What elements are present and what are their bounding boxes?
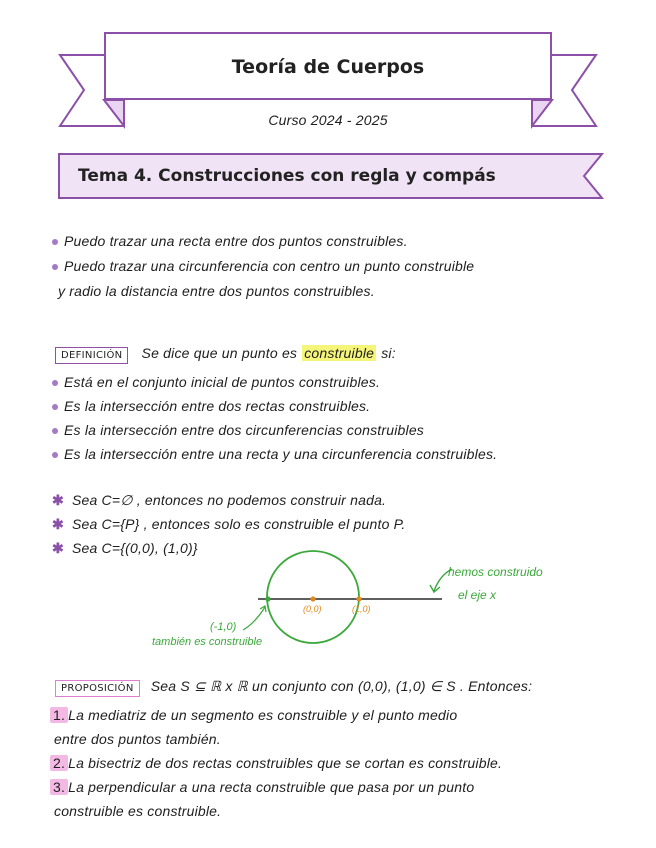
bullet-dot: [52, 239, 58, 245]
proposition-item-continued: construible es construible.: [54, 803, 222, 819]
point-one-marker: [356, 596, 361, 601]
topic-banner-arrow: [576, 153, 604, 199]
arrow-minus-note: [243, 607, 265, 630]
bullet-dot: [52, 264, 58, 270]
proposition-item: 2. La bisectriz de dos rectas construibles que se cortan es construible.: [50, 755, 502, 771]
star-icon: ✱: [52, 516, 64, 532]
axis-note-line-1: hemos construido: [448, 565, 543, 579]
item-number: 1.: [50, 707, 68, 723]
definition-text-after: si:: [381, 345, 396, 361]
star-icon: ✱: [52, 492, 64, 508]
definition-label: DEFINICIÓN: [55, 347, 128, 364]
item-number: 2.: [50, 755, 68, 771]
definition-item: Es la intersección entre dos rectas construibles.: [52, 398, 370, 414]
definition-highlight: construible: [304, 345, 375, 361]
intro-line-1: Puedo trazar una recta entre dos puntos construibles.: [52, 233, 408, 249]
definition-item: Es la intersección entre una recta y una circunferencia construibles.: [52, 446, 497, 462]
topic-banner: [58, 153, 578, 199]
title-banner: [104, 32, 552, 100]
also-constructible-note: también es construible: [152, 636, 263, 648]
bullet-dot: [52, 404, 58, 410]
example-item: ✱ Sea C=∅ , entonces no podemos construir nada.: [52, 492, 387, 508]
point-minus-marker: [265, 596, 270, 601]
course-year: Curso 2024 - 2025: [268, 112, 388, 128]
intro-line-2: Puedo trazar una circunferencia con centro un punto construible: [52, 258, 474, 274]
example-item: ✱ Sea C={(0,0), (1,0)}: [52, 540, 198, 556]
proposition-item: 1. La mediatriz de un segmento es construible y el punto medio: [50, 707, 457, 723]
point-minus-label: (-1,0): [210, 621, 237, 633]
example-item: ✱ Sea C={P} , entonces solo es construible el punto P.: [52, 516, 406, 532]
construction-diagram: [0, 545, 656, 655]
proposition-item: 3. La perpendicular a una recta construible que pasa por un punto: [50, 779, 474, 795]
point-origin-label: (0,0): [303, 604, 322, 614]
definition-header: [55, 343, 396, 364]
bullet-dot: [52, 380, 58, 386]
intro-line-3: y radio la distancia entre dos puntos construibles.: [58, 283, 375, 299]
definition-item: Es la intersección entre dos circunferencias construibles: [52, 422, 424, 438]
star-icon: ✱: [52, 540, 64, 556]
item-number: 3.: [50, 779, 68, 795]
point-one-label: (1,0): [352, 604, 371, 614]
page-title: Teoría de Cuerpos: [231, 56, 425, 78]
proposition-label: PROPOSICIÓN: [55, 680, 140, 697]
proposition-header: [55, 676, 532, 697]
proposition-item-continued: entre dos puntos también.: [54, 731, 221, 747]
proposition-text: Sea S ⊆ ℝ x ℝ un conjunto con (0,0), (1,0) ∈ S . Entonces:: [150, 678, 533, 694]
point-origin-marker: [310, 596, 315, 601]
bullet-dot: [52, 452, 58, 458]
definition-item: Está en el conjunto inicial de puntos construibles.: [52, 374, 380, 390]
bullet-dot: [52, 428, 58, 434]
topic-title: Tema 4. Construcciones con regla y compás: [78, 166, 496, 186]
definition-text-before: Se dice que un punto es: [141, 345, 298, 361]
axis-note-line-2: el eje x: [458, 588, 497, 602]
